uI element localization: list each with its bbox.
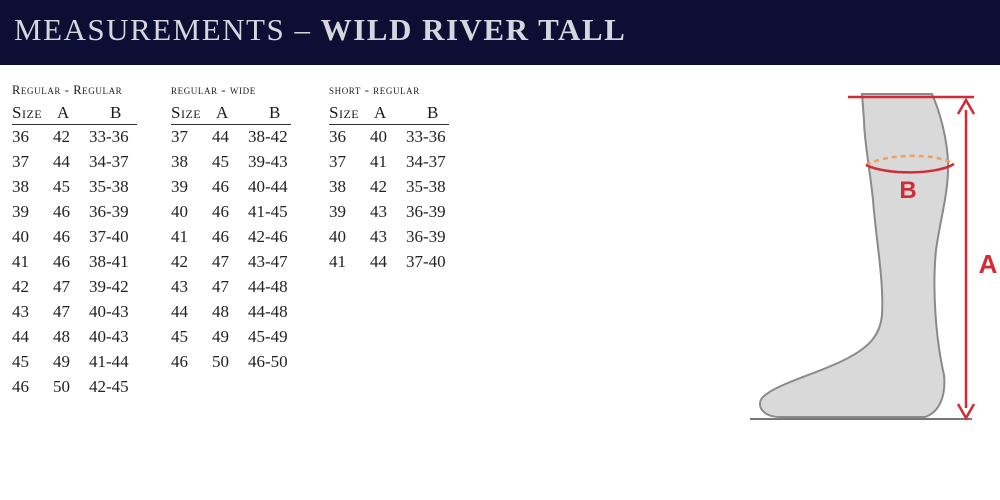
cell-size: 37 [12, 152, 29, 171]
table-row [171, 152, 288, 177]
cell-a: 47 [53, 302, 70, 321]
cell-size: 41 [329, 252, 346, 271]
cell-size: 38 [329, 177, 346, 196]
table-row [12, 177, 129, 202]
cell-b: 36-39 [89, 202, 129, 221]
table-row [12, 227, 129, 252]
column-header-underline [171, 124, 291, 125]
table-row [171, 177, 288, 202]
column-header-row [12, 103, 122, 127]
table-heading: regular - wide [171, 83, 256, 97]
cell-size: 38 [12, 177, 29, 196]
table-row [171, 327, 288, 352]
cell-b: 42-45 [89, 377, 129, 396]
title-prefix: MEASUREMENTS – [14, 12, 321, 47]
cell-a: 43 [370, 227, 387, 246]
cell-b: 40-43 [89, 327, 129, 346]
measure-label-a: A [978, 249, 998, 279]
cell-a: 46 [53, 227, 70, 246]
cell-b: 44-48 [248, 277, 288, 296]
cell-b: 46-50 [248, 352, 288, 371]
cell-b: 44-48 [248, 302, 288, 321]
table-body [329, 127, 446, 277]
table-row [329, 202, 446, 227]
cell-b: 37-40 [89, 227, 129, 246]
leg-measurement-diagram [740, 80, 1000, 430]
cell-a: 42 [53, 127, 70, 146]
cell-b: 40-44 [248, 177, 288, 196]
column-header-b: B [427, 103, 439, 122]
cell-b: 34-37 [406, 152, 446, 171]
table-row [12, 377, 129, 402]
table-row [171, 302, 288, 327]
table-row [171, 252, 288, 277]
cell-size: 37 [329, 152, 346, 171]
cell-b: 39-43 [248, 152, 288, 171]
cell-b: 43-47 [248, 252, 288, 271]
table-row [12, 152, 129, 177]
table-row [12, 302, 129, 327]
column-header-a: A [57, 103, 70, 122]
cell-size: 45 [12, 352, 29, 371]
cell-b: 33-36 [406, 127, 446, 146]
cell-a: 46 [212, 202, 229, 221]
cell-size: 39 [329, 202, 346, 221]
table-row [329, 227, 446, 252]
cell-a: 49 [212, 327, 229, 346]
cell-size: 42 [171, 252, 188, 271]
cell-size: 39 [171, 177, 188, 196]
title-model: WILD RIVER TALL [320, 12, 627, 47]
table-row [171, 352, 288, 377]
leg-silhouette [760, 94, 948, 417]
table-row [329, 127, 446, 152]
cell-b: 36-39 [406, 202, 446, 221]
measure-label-b: B [899, 177, 917, 204]
column-header-a: A [216, 103, 229, 122]
table-row [171, 277, 288, 302]
cell-size: 43 [171, 277, 188, 296]
page-title [14, 12, 626, 48]
table-body [12, 127, 129, 402]
cell-b: 41-45 [248, 202, 288, 221]
table-row [171, 227, 288, 252]
table-row [12, 127, 129, 152]
table-row [12, 277, 129, 302]
table-row [12, 202, 129, 227]
table-body [171, 127, 288, 377]
cell-a: 46 [212, 177, 229, 196]
column-header-size: Size [12, 103, 43, 122]
cell-size: 46 [12, 377, 29, 396]
column-header-underline [329, 124, 449, 125]
cell-size: 40 [329, 227, 346, 246]
cell-size: 44 [171, 302, 188, 321]
cell-b: 41-44 [89, 352, 129, 371]
cell-size: 40 [171, 202, 188, 221]
column-header-b: B [269, 103, 281, 122]
size-table-short-regular [329, 83, 446, 277]
cell-a: 44 [212, 127, 229, 146]
cell-b: 36-39 [406, 227, 446, 246]
cell-size: 42 [12, 277, 29, 296]
cell-size: 41 [171, 227, 188, 246]
size-table-regular-wide [171, 83, 288, 377]
column-header-underline [12, 124, 137, 125]
column-header-a: A [374, 103, 387, 122]
cell-a: 41 [370, 152, 387, 171]
size-table-regular-regular [12, 83, 129, 402]
cell-b: 45-49 [248, 327, 288, 346]
cell-b: 39-42 [89, 277, 129, 296]
table-row [171, 202, 288, 227]
cell-size: 43 [12, 302, 29, 321]
table-row [329, 252, 446, 277]
leg-illustration [740, 80, 1000, 430]
cell-size: 36 [329, 127, 346, 146]
cell-size: 45 [171, 327, 188, 346]
table-row [329, 152, 446, 177]
column-header-b: B [110, 103, 122, 122]
cell-a: 50 [212, 352, 229, 371]
column-header-size: Size [171, 103, 202, 122]
cell-b: 38-41 [89, 252, 129, 271]
cell-a: 46 [53, 252, 70, 271]
cell-a: 50 [53, 377, 70, 396]
cell-a: 49 [53, 352, 70, 371]
table-row [12, 327, 129, 352]
cell-b: 42-46 [248, 227, 288, 246]
cell-a: 40 [370, 127, 387, 146]
table-row [12, 252, 129, 277]
column-header-row [171, 103, 281, 127]
page-header [0, 0, 1000, 65]
cell-a: 46 [212, 227, 229, 246]
cell-b: 38-42 [248, 127, 288, 146]
cell-size: 46 [171, 352, 188, 371]
cell-size: 44 [12, 327, 29, 346]
cell-size: 39 [12, 202, 29, 221]
cell-a: 47 [212, 252, 229, 271]
cell-size: 40 [12, 227, 29, 246]
cell-a: 44 [53, 152, 70, 171]
cell-b: 35-38 [406, 177, 446, 196]
cell-size: 36 [12, 127, 29, 146]
cell-a: 43 [370, 202, 387, 221]
table-row [12, 352, 129, 377]
cell-b: 40-43 [89, 302, 129, 321]
column-header-row [329, 103, 439, 127]
cell-a: 47 [53, 277, 70, 296]
cell-size: 41 [12, 252, 29, 271]
table-heading: short - regular [329, 83, 420, 97]
cell-size: 37 [171, 127, 188, 146]
cell-b: 34-37 [89, 152, 129, 171]
cell-size: 38 [171, 152, 188, 171]
cell-a: 46 [53, 202, 70, 221]
cell-a: 42 [370, 177, 387, 196]
cell-a: 48 [212, 302, 229, 321]
column-header-size: Size [329, 103, 360, 122]
cell-a: 45 [212, 152, 229, 171]
table-row [171, 127, 288, 152]
cell-a: 48 [53, 327, 70, 346]
table-row [329, 177, 446, 202]
table-heading: Regular - Regular [12, 83, 123, 97]
cell-b: 37-40 [406, 252, 446, 271]
cell-b: 35-38 [89, 177, 129, 196]
cell-a: 45 [53, 177, 70, 196]
cell-b: 33-36 [89, 127, 129, 146]
cell-a: 47 [212, 277, 229, 296]
cell-a: 44 [370, 252, 387, 271]
